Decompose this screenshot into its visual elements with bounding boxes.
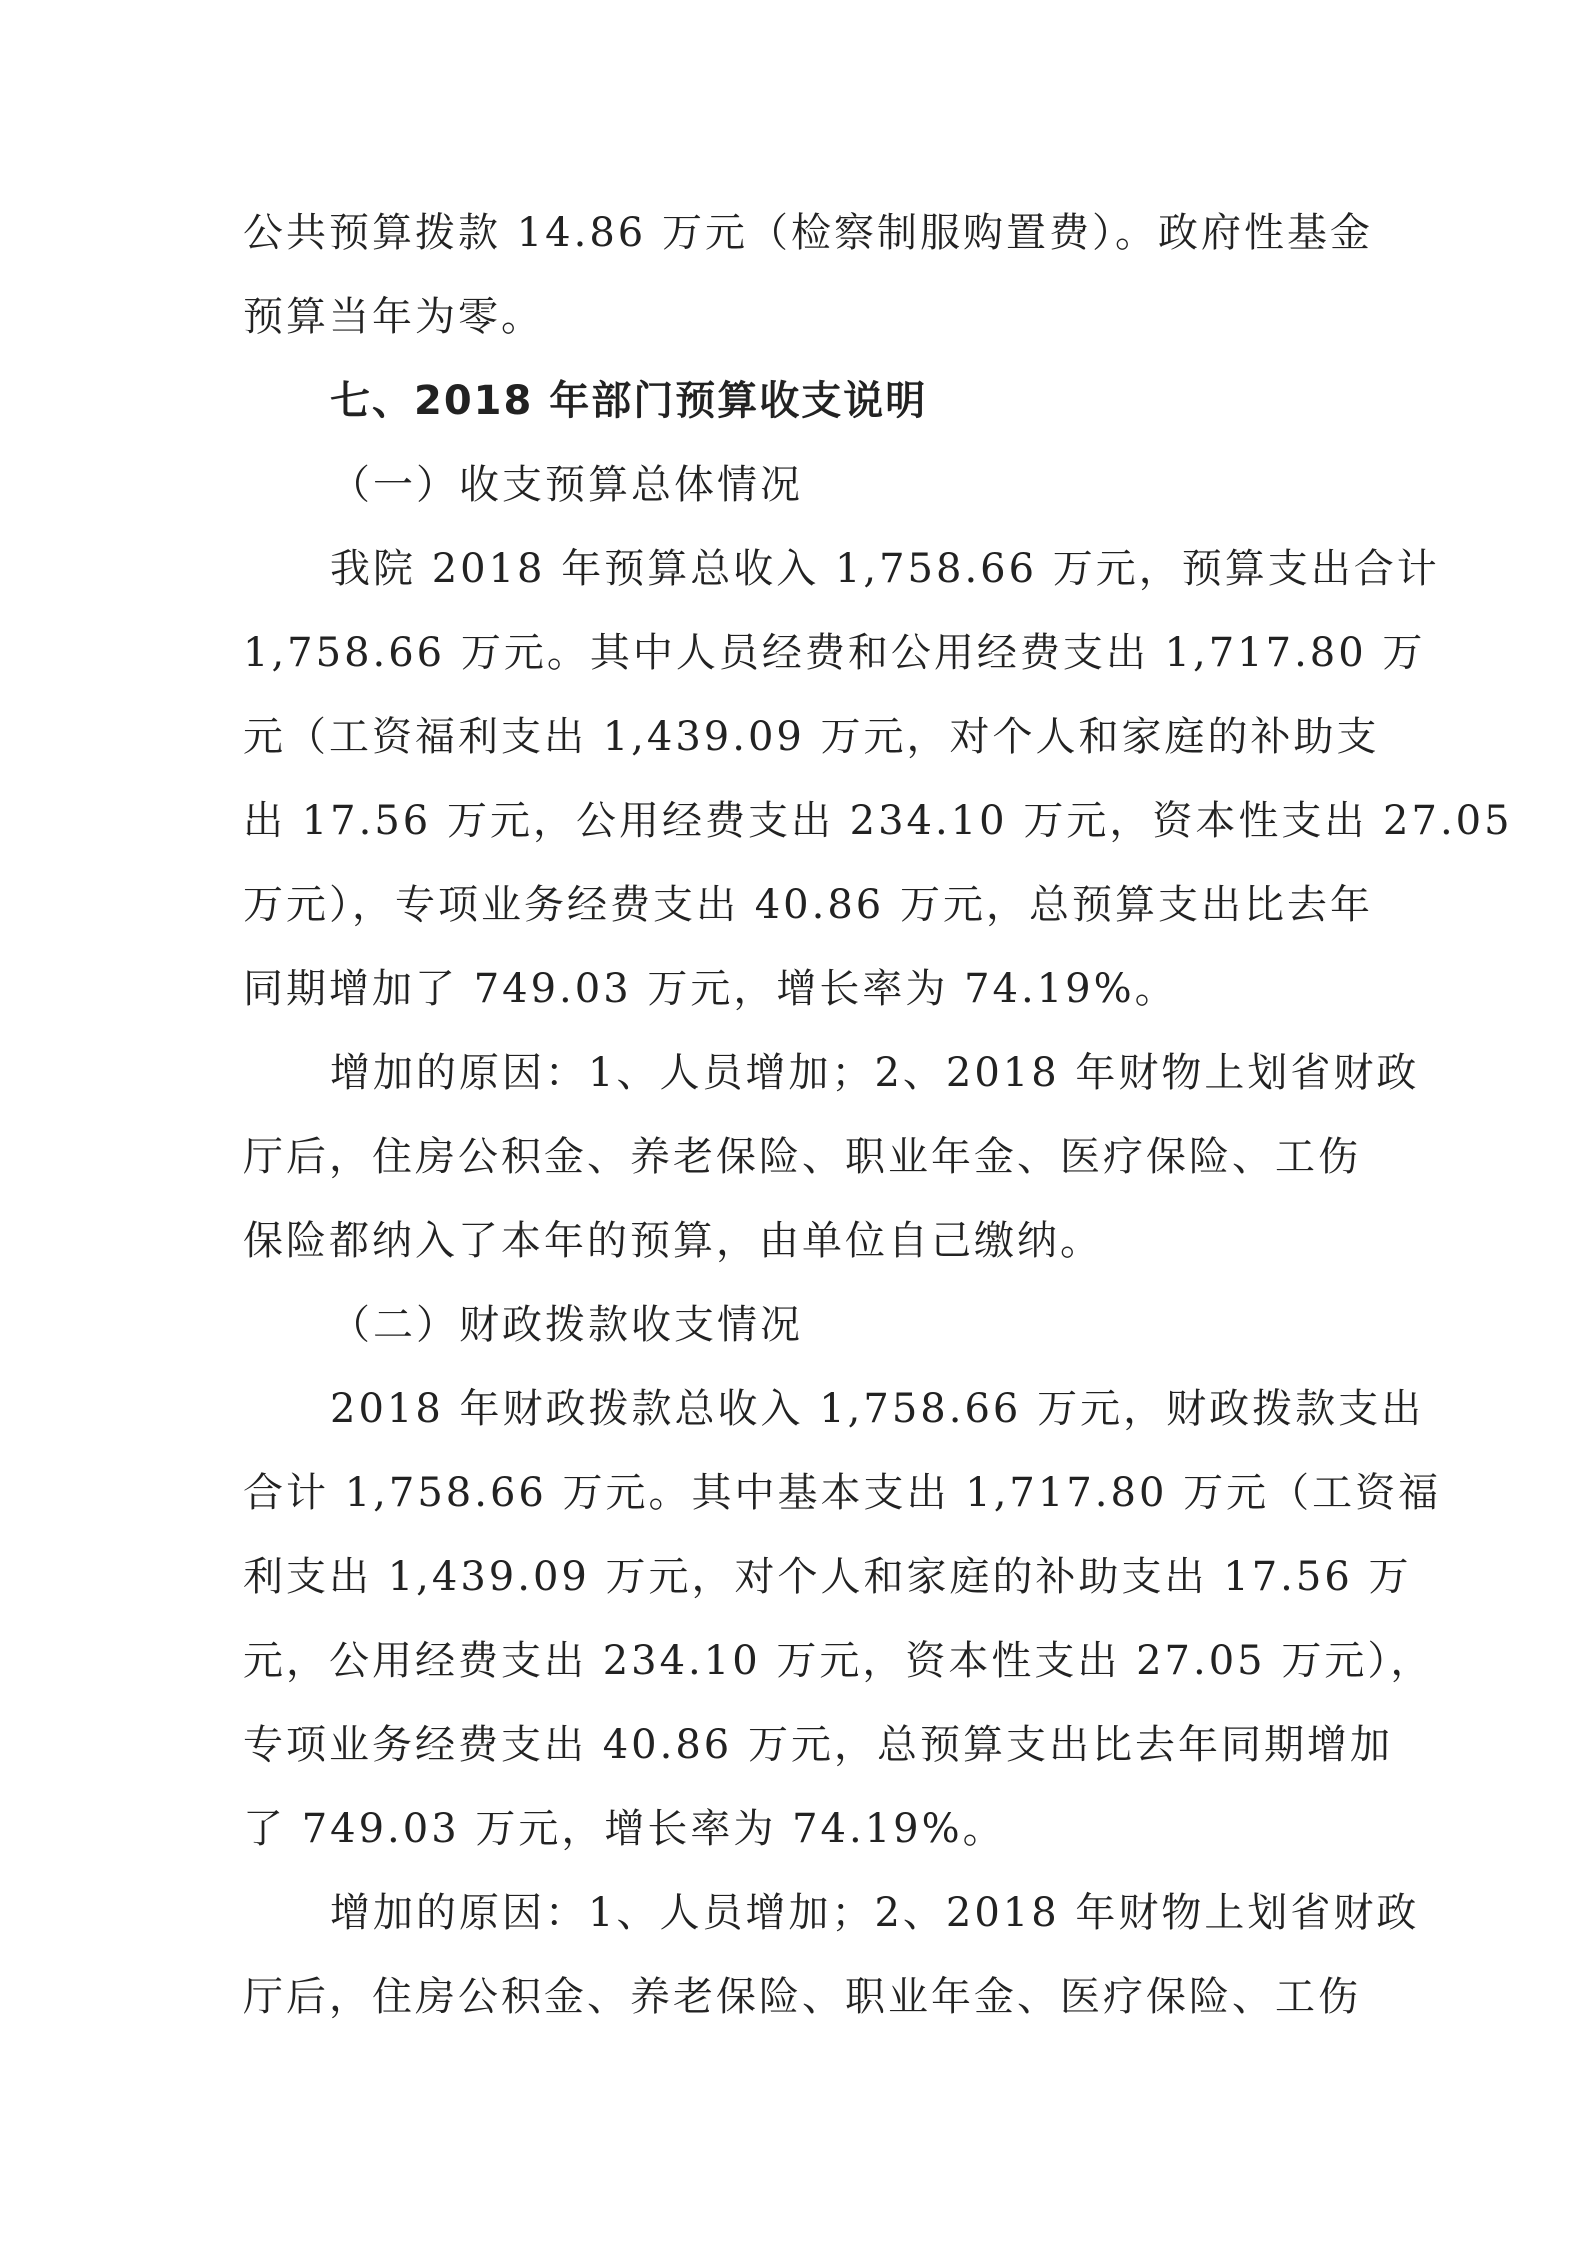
text-line: 预算当年为零。	[243, 294, 544, 340]
text-line: 利支出 1,439.09 万元，对个人和家庭的补助支出 17.56 万	[243, 1554, 1412, 1600]
subsection-heading: （一）收支预算总体情况	[330, 462, 803, 508]
text-line: 元，公用经费支出 234.10 万元，资本性支出 27.05 万元），	[243, 1638, 1434, 1684]
text-line: 出 17.56 万元，公用经费支出 234.10 万元，资本性支出 27.05	[243, 798, 1513, 844]
text-line: 万元），专项业务经费支出 40.86 万元，总预算支出比去年	[243, 882, 1373, 928]
text-line: 专项业务经费支出 40.86 万元，总预算支出比去年同期增加	[243, 1722, 1393, 1768]
text-line: 增加的原因：1、人员增加；2、2018 年财物上划省财政	[330, 1890, 1420, 1936]
text-line: 合计 1,758.66 万元。其中基本支出 1,717.80 万元（工资福	[243, 1470, 1442, 1516]
text-line: 公共预算拨款 14.86 万元（检察制服购置费）。政府性基金	[243, 210, 1373, 256]
subsection-heading: （二）财政拨款收支情况	[330, 1302, 803, 1348]
text-line: 了 749.03 万元，增长率为 74.19%。	[243, 1806, 1006, 1852]
text-line: 厅后，住房公积金、养老保险、职业年金、医疗保险、工伤	[243, 1134, 1361, 1180]
section-heading: 七、2018 年部门预算收支说明	[330, 378, 928, 424]
text-line: 同期增加了 749.03 万元，增长率为 74.19%。	[243, 966, 1178, 1012]
text-line: 1,758.66 万元。其中人员经费和公用经费支出 1,717.80 万	[243, 630, 1426, 676]
text-line: 增加的原因：1、人员增加；2、2018 年财物上划省财政	[330, 1050, 1420, 1096]
text-line: 我院 2018 年预算总收入 1,758.66 万元，预算支出合计	[330, 546, 1440, 592]
text-line: 保险都纳入了本年的预算，由单位自己缴纳。	[243, 1218, 1103, 1264]
text-line: 厅后，住房公积金、养老保险、职业年金、医疗保险、工伤	[243, 1974, 1361, 2020]
text-line: 元（工资福利支出 1,439.09 万元，对个人和家庭的补助支	[243, 714, 1380, 760]
text-line: 2018 年财政拨款总收入 1,758.66 万元，财政拨款支出	[330, 1386, 1425, 1432]
